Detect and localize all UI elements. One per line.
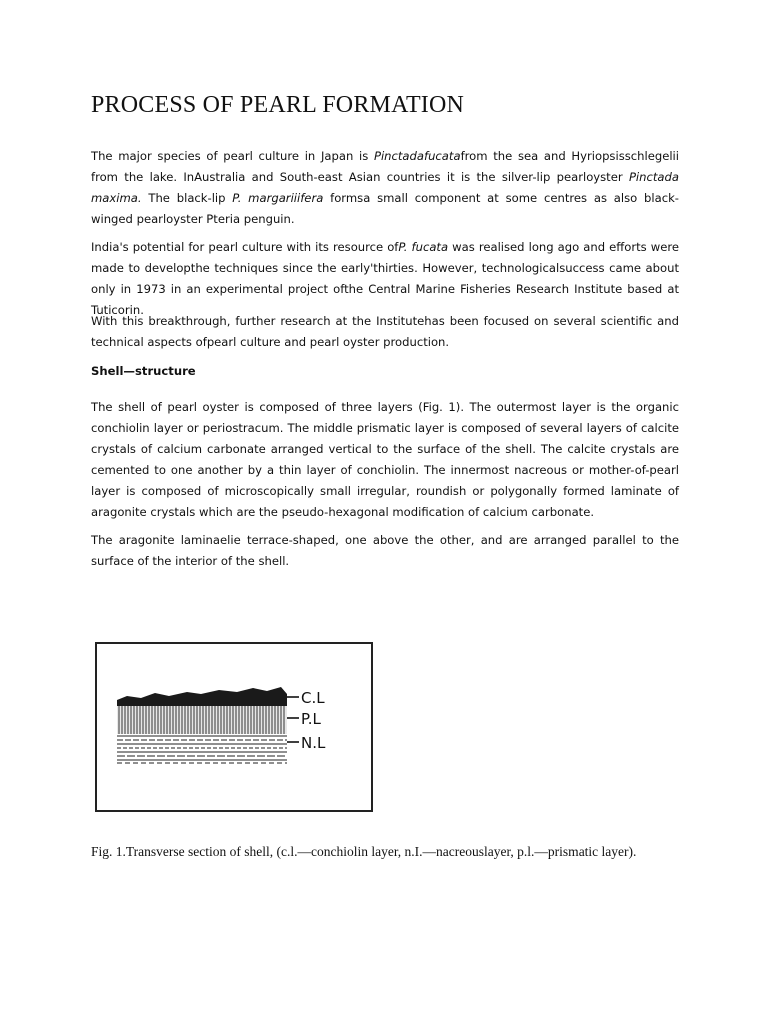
page-title: PROCESS OF PEARL FORMATION	[91, 92, 465, 118]
paragraph-breakthrough	[91, 311, 679, 353]
species-name: P. margariiifera	[232, 191, 324, 205]
shell-section-drawing	[97, 644, 371, 810]
paragraph-shell-layers	[91, 397, 679, 523]
label-cl: C.L	[301, 689, 325, 707]
paragraph-shell-layers-text: The shell of pearl oyster is composed of three layers (Fig. 1). The outermost layer is the organic conchiolin layer or periostracum. The middle prismatic layer is composed of several layers of calcite crystals of calcium carbonate arranged vertical to the surface of the shell. The calcite crystals are cemented to one another by a thin layer of conchiolin. The innermost nacreous or mother-of-pearl layer is composed of microscopically small irregular, roundish or polygonally formed laminate of aragonite crystals which are the pseudo-hexagonal modification of calcium carbonate.	[91, 400, 679, 519]
paragraph-india-text	[91, 237, 679, 321]
text-span: from the sea and Hyriopsisschlegelii from the lake. InAustralia and South-east Asian countries it is the silver-lip pearloyster	[91, 149, 680, 184]
figure-caption: Fig. 1.Transverse section of shell, (c.l.—conchiolin layer, n.I.—nacreouslayer, p.l.—prismatic layer).	[91, 844, 637, 859]
figure-leader-lines	[287, 697, 299, 742]
species-name: Pinctada maxima.	[91, 170, 679, 205]
paragraph-breakthrough-text: With this breakthrough, further research at the Institutehas been focused on several scientific and technical aspects ofpearl culture and pearl oyster production.	[91, 314, 679, 349]
shell-section-figure	[95, 642, 373, 812]
text-span: The black-lip	[141, 191, 233, 205]
section-heading: Shell—structure	[91, 364, 196, 378]
text-span: India's potential for pearl culture with its resource of	[91, 240, 399, 254]
paragraph-aragonite-text: The aragonite laminaelie terrace-shaped, one above the other, and are arranged parallel to the surface of the interior of the shell.	[91, 533, 679, 568]
text-span: formsa small component at some centres as also black-winged pearloyster Pteria penguin.	[91, 191, 679, 226]
paragraph-species-text	[91, 146, 679, 230]
text-span: The major species of pearl culture in Japan is	[91, 149, 374, 163]
prismatic-layer	[117, 706, 287, 734]
label-nl: N.L	[301, 734, 326, 752]
conchiolin-layer	[117, 687, 287, 706]
paragraph-india	[91, 237, 679, 321]
paragraph-species	[91, 146, 679, 230]
text-span: was realised long ago and efforts were made to developthe techniques since the early'thirties. However, technologicalsuccess came about only in 1973 in an experimental project ofthe Central Marine Fisheries Research Institute based at Tuticorin.	[91, 240, 680, 317]
species-name: P. fucata	[398, 240, 449, 254]
label-pl: P.L	[301, 710, 321, 728]
species-name: Pinctadafucata	[373, 149, 461, 163]
nacreous-layer	[117, 736, 287, 763]
paragraph-aragonite	[91, 530, 679, 572]
